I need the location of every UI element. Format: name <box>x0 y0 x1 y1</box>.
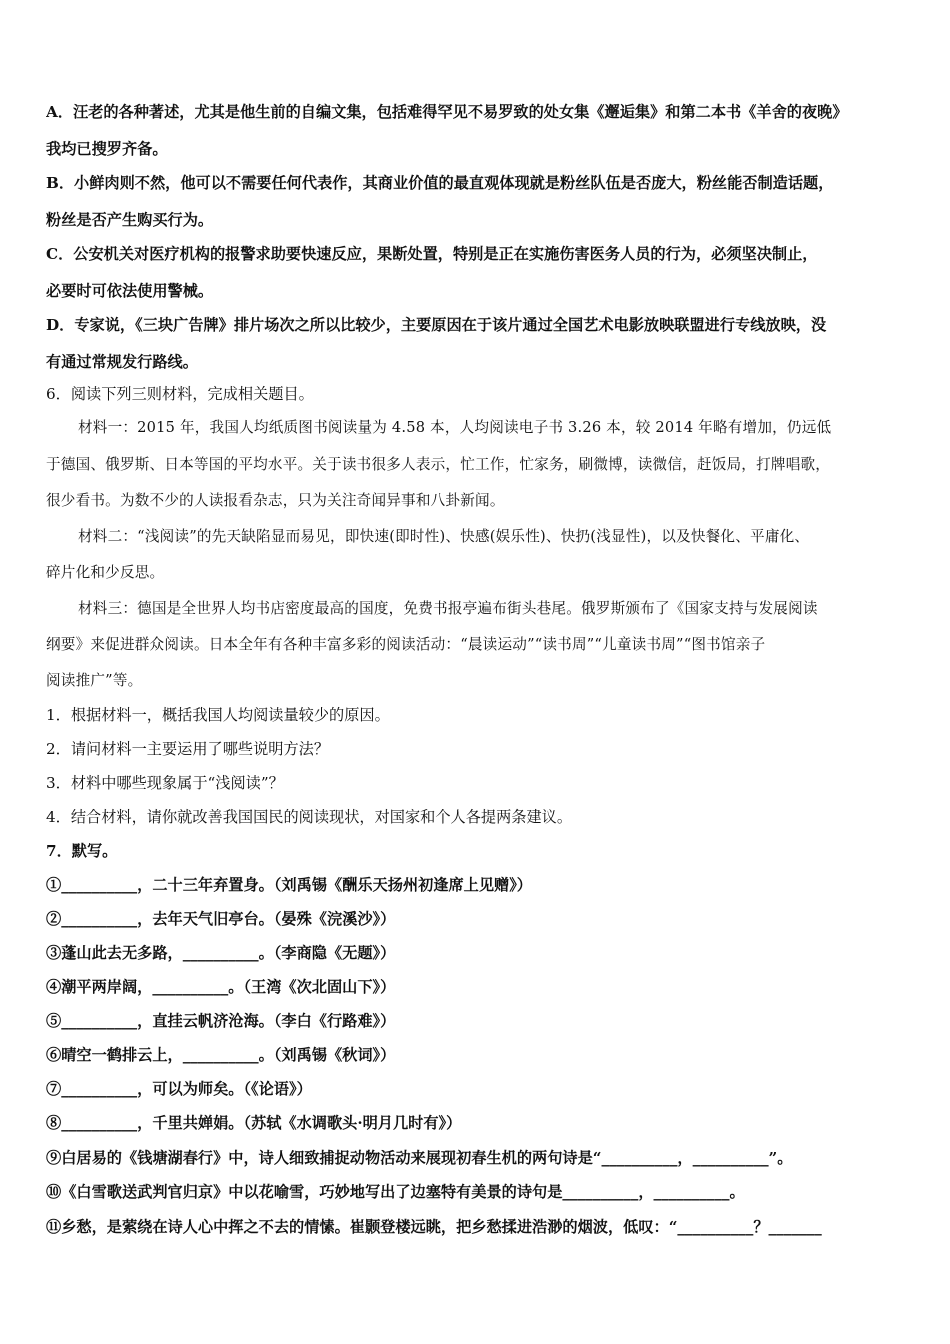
dictation-item-9: ⑨白居易的《钱塘湖春行》中，诗人细致捕捉动物活动来展现初春生机的两句诗是“__________，__________”。 <box>46 1149 793 1167</box>
sub-question-3: 3．材料中哪些现象属于“浅阅读”？ <box>46 774 284 792</box>
dictation-item-4: ④潮平两岸阔，__________。（王湾《次北固山下》） <box>46 978 396 996</box>
question-6-title: 6．阅读下列三则材料，完成相关题目。 <box>46 385 314 403</box>
dictation-item-6: ⑥晴空一鹤排云上，__________。（刘禹锡《秋词》） <box>46 1046 396 1064</box>
material-1-line3: 很少看书。为数不少的人读报看杂志，只为关注奇闻异事和八卦新闻。 <box>46 492 505 509</box>
dictation-item-7: ⑦__________，可以为师矣。（《论语》） <box>46 1080 312 1098</box>
material-1-line1: 材料一：2015 年，我国人均纸质图书阅读量为 4.58 本，人均阅读电子书 3.26 本，较 2014 年略有增加，仍远低 <box>78 419 832 436</box>
option-a-line2: 我均已搜罗齐备。 <box>46 140 168 158</box>
sub-question-4: 4．结合材料，请你就改善我国国民的阅读现状，对国家和个人各提两条建议。 <box>46 808 573 826</box>
dictation-item-11: ⑪乡愁，是萦绕在诗人心中挥之不去的情愫。崔颢登楼远眺，把乡愁揉进浩渺的烟波，低叹：“__________？_______ <box>46 1218 822 1236</box>
dictation-item-5: ⑤__________，直挂云帆济沧海。（李白《行路难》） <box>46 1012 396 1030</box>
material-2-line1: 材料二：“浅阅读”的先天缺陷显而易见，即快速(即时性)、快感(娱乐性)、快扔(浅显性)，以及快餐化、平庸化、 <box>78 528 810 545</box>
dictation-item-8: ⑧__________，千里共婵娟。（苏轼《水调歌头·明月几时有》） <box>46 1114 462 1132</box>
dictation-item-1: ①__________，二十三年弃置身。（刘禹锡《酬乐天扬州初逢席上见赠》） <box>46 876 532 894</box>
sub-question-1: 1．根据材料一，概括我国人均阅读量较少的原因。 <box>46 706 390 724</box>
option-c-line1: C．公安机关对医疗机构的报警求助要快速反应，果断处置，特别是正在实施伤害医务人员的行为，必须坚决制止， <box>46 245 818 263</box>
material-3-line2: 纲要》来促进群众阅读。日本全年有各种丰富多彩的阅读活动：“晨读运动”“读书周”“儿童读书周”“图书馆亲子 <box>46 636 766 653</box>
dictation-item-2: ②__________，去年天气旧亭台。（晏殊《浣溪沙》） <box>46 910 396 928</box>
option-b-line1: B．小鲜肉则不然，他可以不需要任何代表作，其商业价值的最直观体现就是粉丝队伍是否庞大，粉丝能否制造话题， <box>46 174 834 192</box>
question-7-title: 7．默写。 <box>46 842 118 860</box>
dictation-item-10: ⑩《白雪歌送武判官归京》中以花喻雪，巧妙地写出了边塞特有美景的诗句是__________，__________。 <box>46 1183 745 1201</box>
option-d-line1: D．专家说，《三块广告牌》排片场次之所以比较少，主要原因在于该片通过全国艺术电影放映联盟进行专线放映，没 <box>46 316 827 334</box>
material-3-line3: 阅读推广”等。 <box>46 672 143 689</box>
material-1-line2: 于德国、俄罗斯、日本等国的平均水平。关于读书很多人表示，忙工作，忙家务，刷微博，读微信，赶饭局，打牌唱歌， <box>46 456 831 473</box>
option-d-line2: 有通过常规发行路线。 <box>46 353 198 371</box>
option-c-line2: 必要时可依法使用警械。 <box>46 282 214 300</box>
material-2-line2: 碎片化和少反思。 <box>46 564 165 581</box>
option-b-line2: 粉丝是否产生购买行为。 <box>46 211 214 229</box>
dictation-item-3: ③蓬山此去无多路，__________。（李商隐《无题》） <box>46 944 396 962</box>
material-3-line1: 材料三：德国是全世界人均书店密度最高的国度，免费书报亭遍布街头巷尾。俄罗斯颁布了《国家支持与发展阅读 <box>78 600 818 617</box>
sub-question-2: 2．请问材料一主要运用了哪些说明方法？ <box>46 740 330 758</box>
option-a-line1: A．汪老的各种著述，尤其是他生前的自编文集，包括难得罕见不易罗致的处女集《邂逅集》和第二本书《羊舍的夜晚》 <box>46 103 848 121</box>
